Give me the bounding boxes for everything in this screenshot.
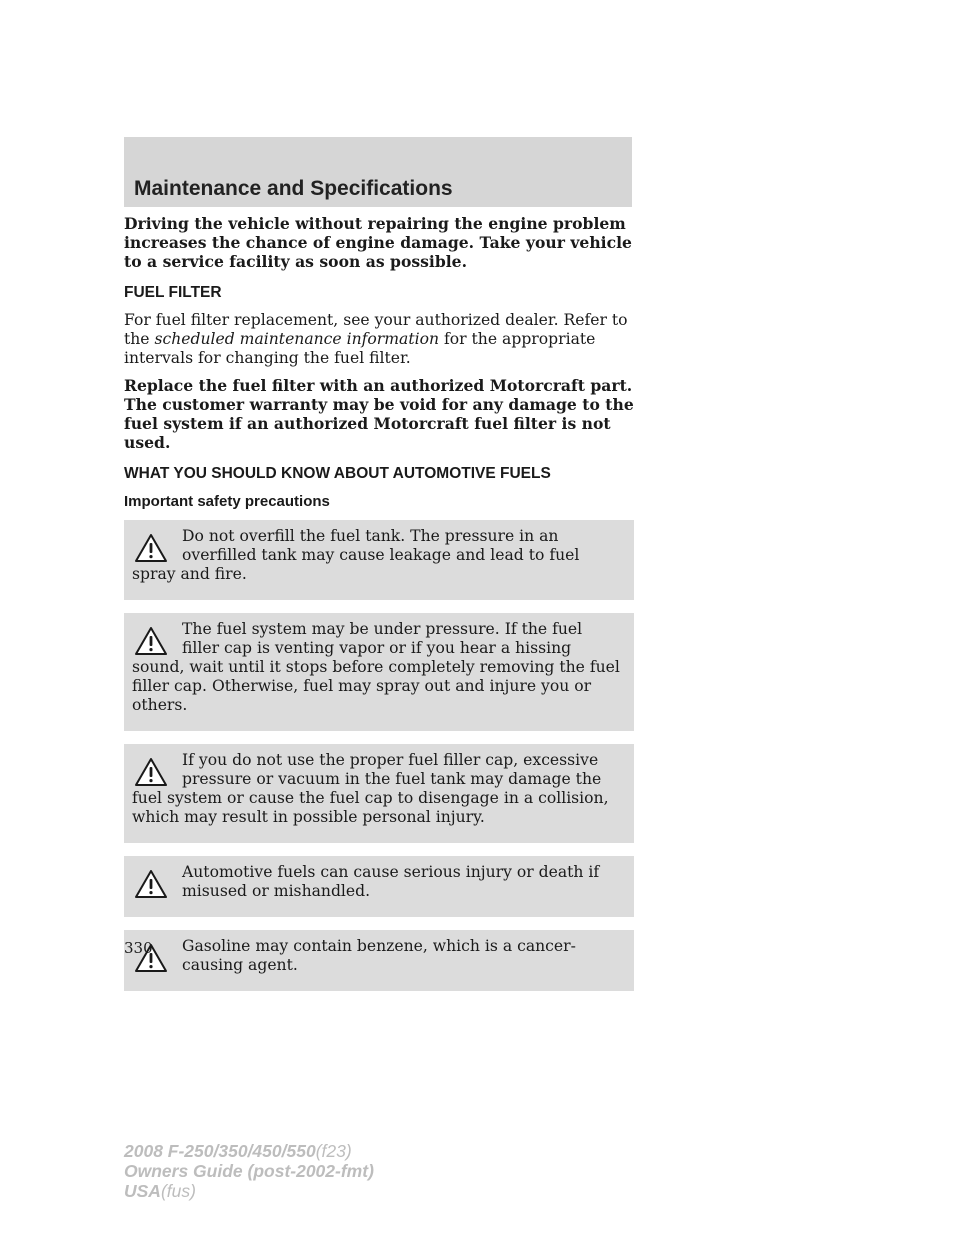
document-footer xyxy=(124,1141,374,1201)
page-number: 330 xyxy=(124,939,153,957)
warning-text: Do not overfill the fuel tank. The pressure in an overfilled tank may cause leakage and lead to fuel spray and fire. xyxy=(132,527,580,583)
caution-triangle-icon xyxy=(134,757,168,787)
warning-box xyxy=(124,930,634,991)
fuel-filter-heading: FUEL FILTER xyxy=(124,284,222,301)
warning-box xyxy=(124,856,634,917)
warning-text: If you do not use the proper fuel filler cap, excessive pressure or vacuum in the fuel tank may damage the fuel system or cause the fuel cap to disengage in a collision, which may result in possible personal injury. xyxy=(132,751,609,826)
fuel-filter-text-start: For fuel filter replacement, see your authorized dealer. Refer to the xyxy=(124,311,628,348)
warning-box xyxy=(124,520,634,600)
section-title: Maintenance and Specifications xyxy=(134,177,453,200)
automotive-fuels-heading: WHAT YOU SHOULD KNOW ABOUT AUTOMOTIVE FUELS xyxy=(124,465,551,482)
caution-triangle-icon xyxy=(134,533,168,563)
footer-market: USA xyxy=(124,1181,161,1201)
scheduled-maintenance-reference: scheduled maintenance information xyxy=(154,330,440,348)
section-header-bar xyxy=(124,137,632,207)
warning-text: Automotive fuels can cause serious injury or death if misused or mishandled. xyxy=(182,863,600,900)
fuel-filter-warning-text: Replace the fuel filter with an authorized Motorcraft part. The customer warranty may be void for any damage to the fuel system if an authorized Motorcraft fuel filter is not used. xyxy=(124,376,634,452)
warning-text: Gasoline may contain benzene, which is a cancer-causing agent. xyxy=(182,937,576,974)
footer-line-3 xyxy=(124,1181,374,1201)
warning-box xyxy=(124,744,634,843)
caution-triangle-icon xyxy=(134,869,168,899)
footer-market-code: (fus) xyxy=(160,1181,196,1201)
fuel-filter-paragraph xyxy=(124,311,634,368)
warning-list xyxy=(124,520,634,991)
footer-model: 2008 F-250/350/450/550 xyxy=(124,1141,316,1161)
caution-triangle-icon xyxy=(134,626,168,656)
fuel-filter-text-end: for the appropriate intervals for changing the fuel filter. xyxy=(124,330,596,367)
page-content xyxy=(124,214,634,1004)
footer-model-code: (f23) xyxy=(315,1141,352,1161)
warning-text: The fuel system may be under pressure. If the fuel filler cap is venting vapor or if you hear a hissing sound, wait until it stops before completely removing the fuel filler cap. Otherwise, fuel may spray out and injure you or others. xyxy=(132,620,620,714)
footer-line-1 xyxy=(124,1141,374,1161)
footer-guide: Owners Guide (post-2002-fmt) xyxy=(124,1161,374,1181)
warning-box xyxy=(124,613,634,731)
intro-warning-text: Driving the vehicle without repairing the engine problem increases the chance of engine damage. Take your vehicle to a service facility as soon as possible. xyxy=(124,214,632,271)
safety-precautions-subheading: Important safety precautions xyxy=(124,493,330,510)
footer-line-2 xyxy=(124,1161,374,1181)
